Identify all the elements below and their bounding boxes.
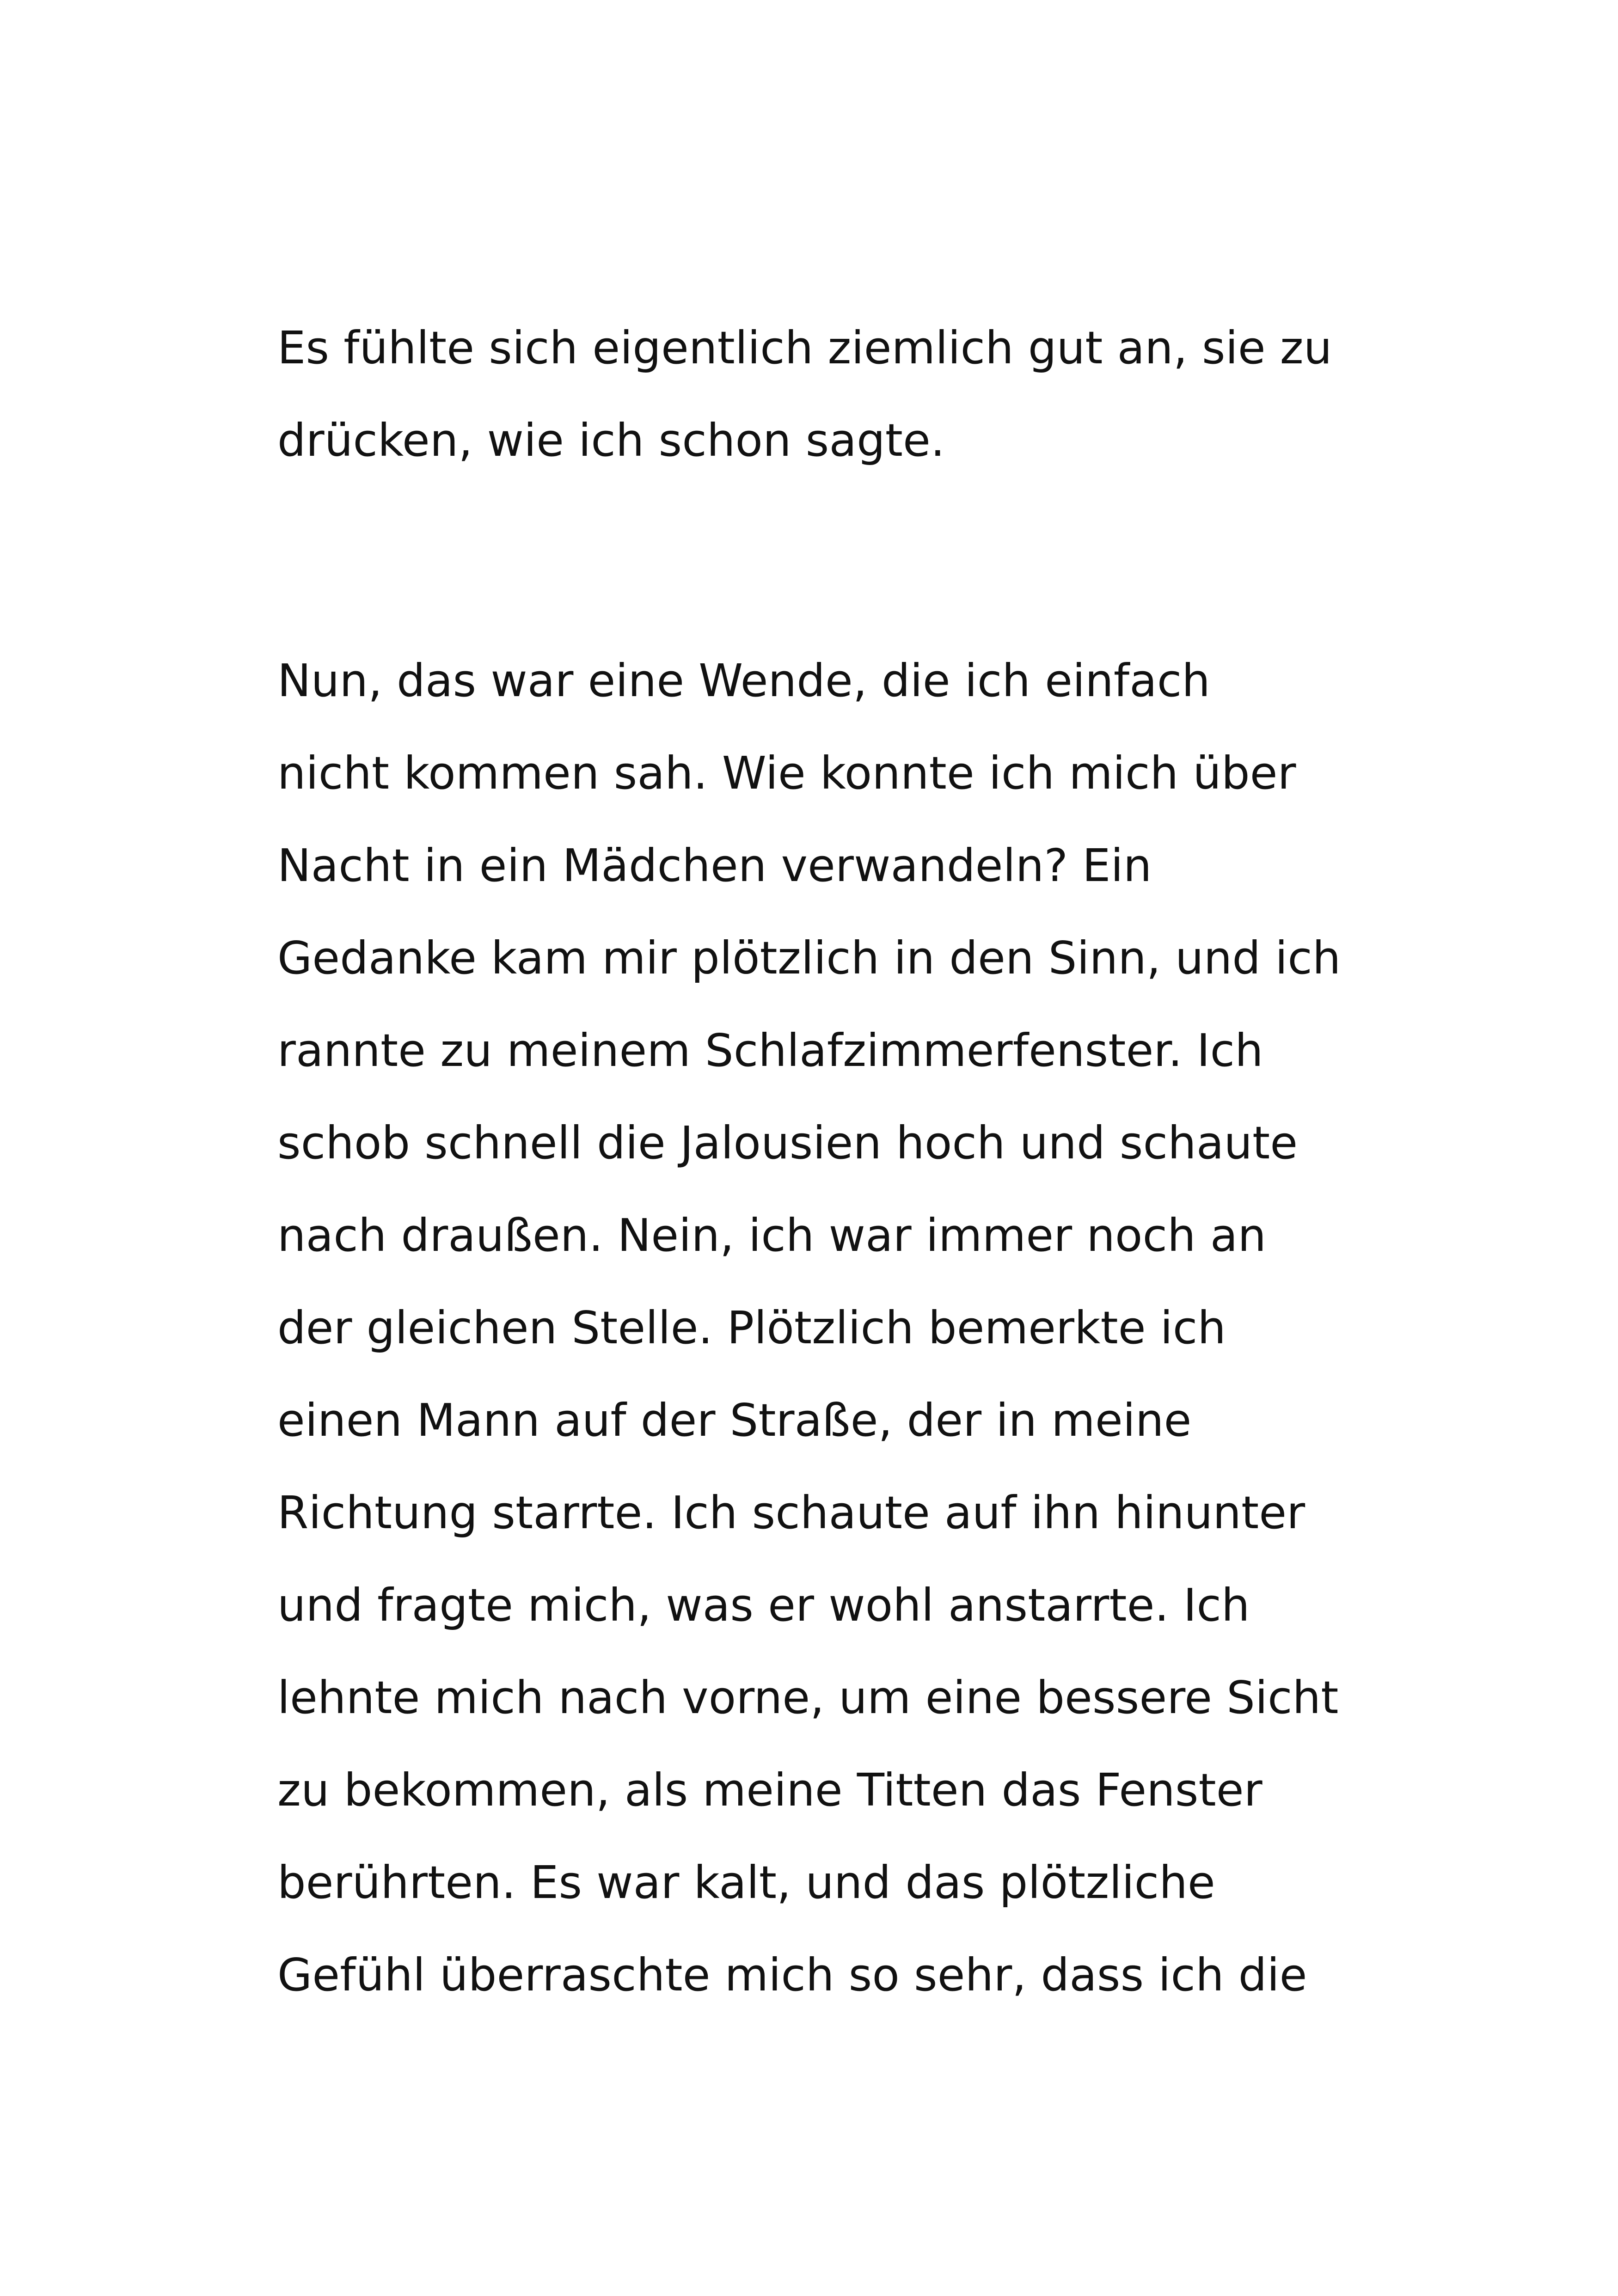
text-line: Gedanke kam mir plötzlich in den Sinn, und ich bbox=[277, 932, 1341, 984]
text-line: Nun, das war eine Wende, die ich einfach bbox=[277, 655, 1211, 707]
text-line: nicht kommen sah. Wie konnte ich mich über bbox=[277, 747, 1296, 799]
text-line: drücken, wie ich schon sagte. bbox=[277, 414, 945, 466]
text-line: Gefühl überraschte mich so sehr, dass ich die bbox=[277, 1949, 1307, 2001]
text-line: schob schnell die Jalousien hoch und schaute bbox=[277, 1117, 1298, 1169]
text-line: der gleichen Stelle. Plötzlich bemerkte ich bbox=[277, 1302, 1226, 1354]
text-line: zu bekommen, als meine Titten das Fenster bbox=[277, 1764, 1263, 1816]
text-line: und fragte mich, was er wohl anstarrte. Ich bbox=[277, 1579, 1250, 1631]
text-line: berührten. Es war kalt, und das plötzliche bbox=[277, 1856, 1215, 1909]
text-line: Richtung starrte. Ich schaute auf ihn hinunter bbox=[277, 1487, 1305, 1539]
text-line: rannte zu meinem Schlafzimmerfenster. Ich bbox=[277, 1024, 1263, 1077]
text-line: einen Mann auf der Straße, der in meine bbox=[277, 1394, 1192, 1446]
text-line: Nacht in ein Mädchen verwandeln? Ein bbox=[277, 839, 1152, 892]
text-line: lehnte mich nach vorne, um eine bessere Sicht bbox=[277, 1671, 1339, 1724]
text-line: Es fühlte sich eigentlich ziemlich gut an, sie zu bbox=[277, 322, 1332, 374]
text-line: nach draußen. Nein, ich war immer noch an bbox=[277, 1209, 1267, 1261]
